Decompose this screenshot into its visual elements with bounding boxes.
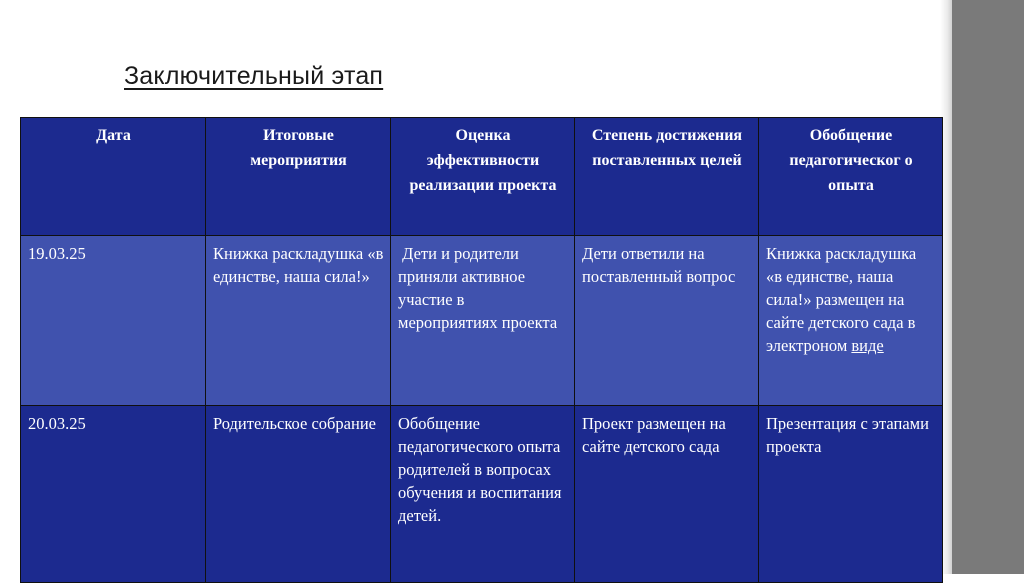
cell-evaluation: Обобщение педагогического опыта родителей в вопросах обучения и воспитания детей. [391, 406, 575, 583]
cell-experience-underlined: виде [851, 336, 884, 355]
header-events: Итоговые мероприятия [206, 118, 391, 236]
table-header-row [21, 118, 943, 236]
cell-experience [759, 236, 943, 406]
slide-title: Заключительный этап [124, 62, 384, 90]
cell-evaluation: Дети и родители приняли активное участие в мероприятиях проекта [391, 236, 575, 406]
cell-goals: Дети ответили на поставленный вопрос [575, 236, 759, 406]
header-experience: Обобщение педагогическог о опыта [759, 118, 943, 236]
stage-table [20, 117, 943, 583]
cell-goals: Проект размещен на сайте детского сада [575, 406, 759, 583]
header-goals: Степень достижения поставленных целей [575, 118, 759, 236]
header-evaluation: Оценка эффективности реализации проекта [391, 118, 575, 236]
cell-event: Родительское собрание [206, 406, 391, 583]
cell-date: 20.03.25 [21, 406, 206, 583]
cell-experience-text: Книжка раскладушка «в единстве, наша сила!» размещен на сайте детского сада в электроном [766, 244, 917, 355]
cell-date: 19.03.25 [21, 236, 206, 406]
cell-event: Книжка раскладушка «в единстве, наша сила!» [206, 236, 391, 406]
table-row [21, 236, 943, 406]
side-panel [952, 0, 1024, 574]
cell-experience: Презентация с этапами проекта [759, 406, 943, 583]
table-row [21, 406, 943, 583]
header-date: Дата [21, 118, 206, 236]
